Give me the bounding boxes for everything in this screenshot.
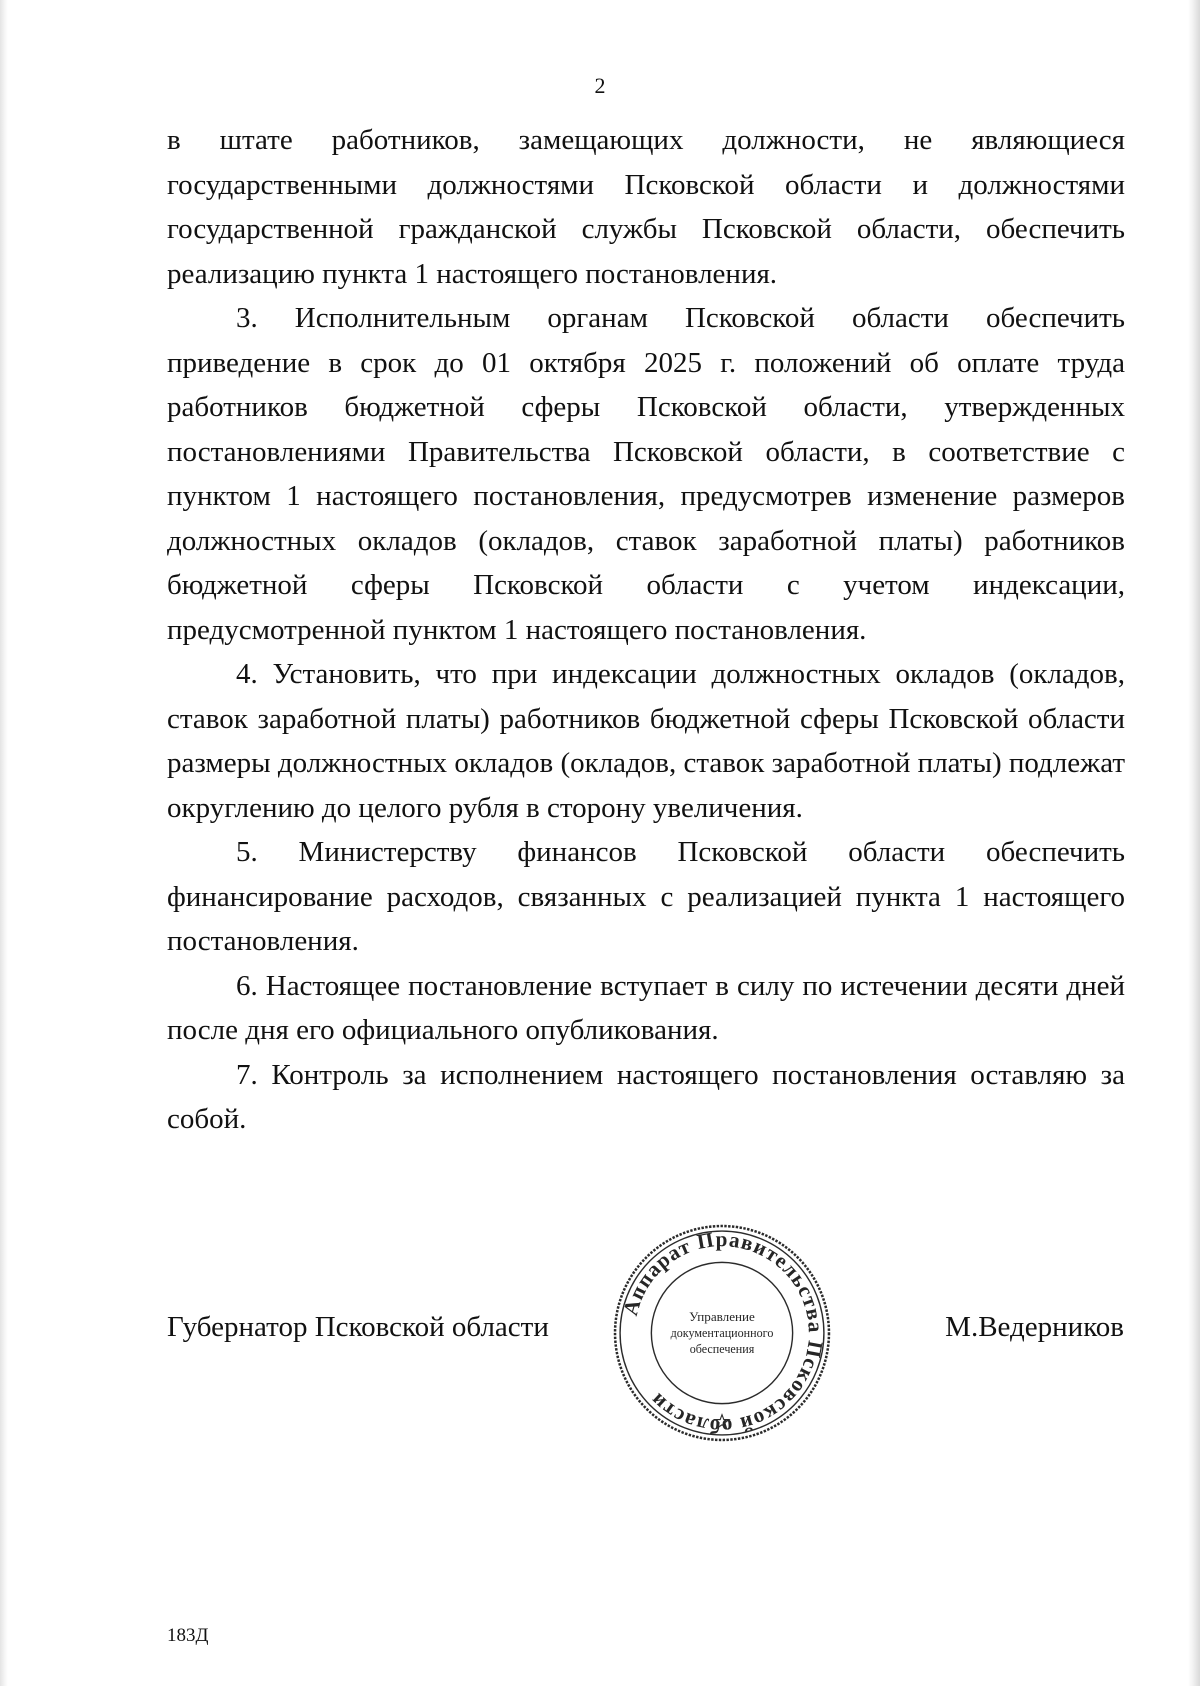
- paragraph-item-5: 5. Министерству финансов Псковской области обеспечить финансирование расходов, связанных с реализацией пункта 1 настоящего постановления.: [167, 836, 1125, 957]
- official-seal-stamp: [611, 1222, 833, 1444]
- paragraph-item-4: 4. Установить, что при индексации должностных окладов (окладов, ставок заработной платы) работников бюджетной сферы Псковской области размеры должностных окладов (окладов, ставок заработной платы) подлежат округлению до целого рубля в сторону увеличения.: [167, 658, 1125, 824]
- stamp-inner-line-1: Управление: [689, 1308, 755, 1324]
- paragraph-item-3: 3. Исполнительным органам Псковской области обеспечить приведение в срок до 01 октября 2025 г. положений об оплате труда работников бюджетной сферы Псковской области, утвержденных постановлениями Правительства Псковской области, в соответствие с пунктом 1 настоящего постановления, предусмотрев изменение размеров должностных окладов (окладов, ставок заработной платы) работников бюджетной сферы Псковской области с учетом индексации, предусмотренной пунктом 1 настоящего постановления.: [167, 302, 1125, 646]
- page-number: 2: [594, 73, 606, 98]
- scan-edge-right: [1188, 0, 1200, 1686]
- paragraph-continuation: в штате работников, замещающих должности, не являющиеся государственными должностями Псковской области и должностями государственной гражданской службы Псковской области, обеспечить реализацию пункта 1 настоящего постановления.: [167, 124, 1125, 290]
- stamp-inner-line-2: документационного: [670, 1326, 774, 1341]
- paragraph-item-6: 6. Настоящее постановление вступает в силу по истечении десяти дней после дня его официального опубликования.: [167, 969, 1125, 1046]
- signature-title: Губернатор Псковской области: [167, 1311, 549, 1343]
- stamp-inner-line-3: обеспечения: [689, 1342, 755, 1357]
- signature-name: М.Ведерников: [945, 1311, 1124, 1343]
- scan-edge-left: [0, 0, 8, 1686]
- document-body: [167, 118, 1125, 1142]
- paragraph-item-7: 7. Контроль за исполнением настоящего постановления оставляю за собой.: [167, 1058, 1125, 1135]
- stamp-outer-text: Аппарат Правительства Псковской области: [618, 1227, 828, 1439]
- document-code: 183Д: [167, 1625, 209, 1646]
